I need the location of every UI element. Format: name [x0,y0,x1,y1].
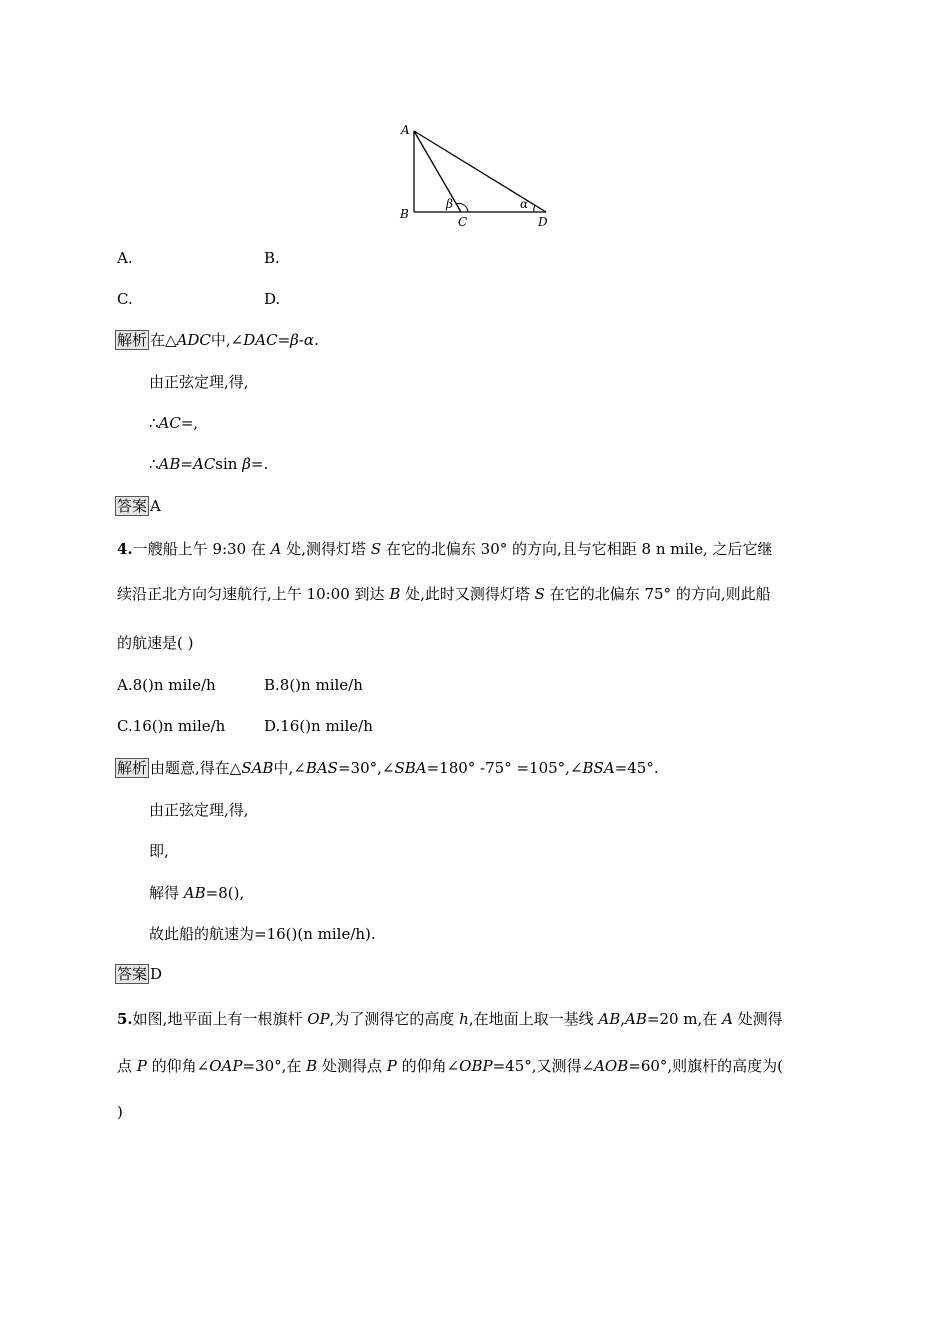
q4-option-a: A.8()n mile/h [117,676,216,694]
angle-alpha-arc [534,205,535,212]
q4-answer: 答案 D [117,965,163,983]
q3-option-a: A. [117,249,133,267]
q3-option-d: D. [264,290,281,308]
q4-question-line1: 4.一艘船上午 9:30 在 A 处,测得灯塔 S 在它的北偏东 30° 的方向,且与它相距 8 n mile, 之后它继 [117,540,773,558]
label-d: D [538,215,548,229]
q4-step-1: 由正弦定理,得, [149,801,249,819]
q3-step-1: 由正弦定理,得, [149,373,249,391]
triangle-figure [395,118,560,230]
q3-option-b: B. [264,249,280,267]
q4-option-d: D.16()n mile/h [264,717,373,735]
side-ac [414,131,461,212]
q3-option-c: C. [117,290,133,308]
q4-option-b: B.8()n mile/h [264,676,363,694]
solution-tag: 解析 [117,331,148,349]
q4-step-4: 故此船的航速为=16()(n mile/h). [149,925,376,943]
q4-option-c: C.16()n mile/h [117,717,226,735]
label-c: C [458,215,468,229]
q3-answer: 答案 A [117,497,161,515]
q4-question-line2: 续沿正北方向匀速航行,上午 10:00 到达 B 处,此时又测得灯塔 S 在它的北偏东 75° 的方向,则此船 [117,585,771,603]
q5-question-line2: 点 P 的仰角∠OAP=30°,在 B 处测得点 P 的仰角∠OBP=45°,又测得∠AOB=60°,则旗杆的高度为( [117,1057,784,1075]
q5-question-line1: 5.如图,地平面上有一根旗杆 OP,为了测得它的高度 h,在地面上取一基线 AB,AB=20 m,在 A 处测得 [117,1010,783,1028]
q3-step-3: ∴AB=ACsin β=. [149,455,269,473]
q4-solution-line1: 解析 由题意,得在△SAB中,∠BAS=30°,∠SBA=180° -75° =105°,∠BSA=45°. [117,759,659,777]
solution-tag: 解析 [117,759,148,777]
q3-solution-line1: 解析 在△ADC中,∠DAC=β-α. [117,331,319,349]
q3-step-2: ∴AC=, [149,414,199,432]
answer-tag: 答案 [117,497,148,515]
label-alpha: α [520,197,529,211]
label-b: B [400,207,409,221]
answer-tag: 答案 [117,965,148,983]
q4-question-line3: 的航速是( ) [117,634,194,652]
label-beta: β [446,197,453,211]
label-a: A [401,123,410,137]
q4-step-3: 解得 AB=8(), [149,884,245,902]
q4-step-2: 即, [149,842,169,860]
q5-question-line3: ) [117,1103,123,1121]
